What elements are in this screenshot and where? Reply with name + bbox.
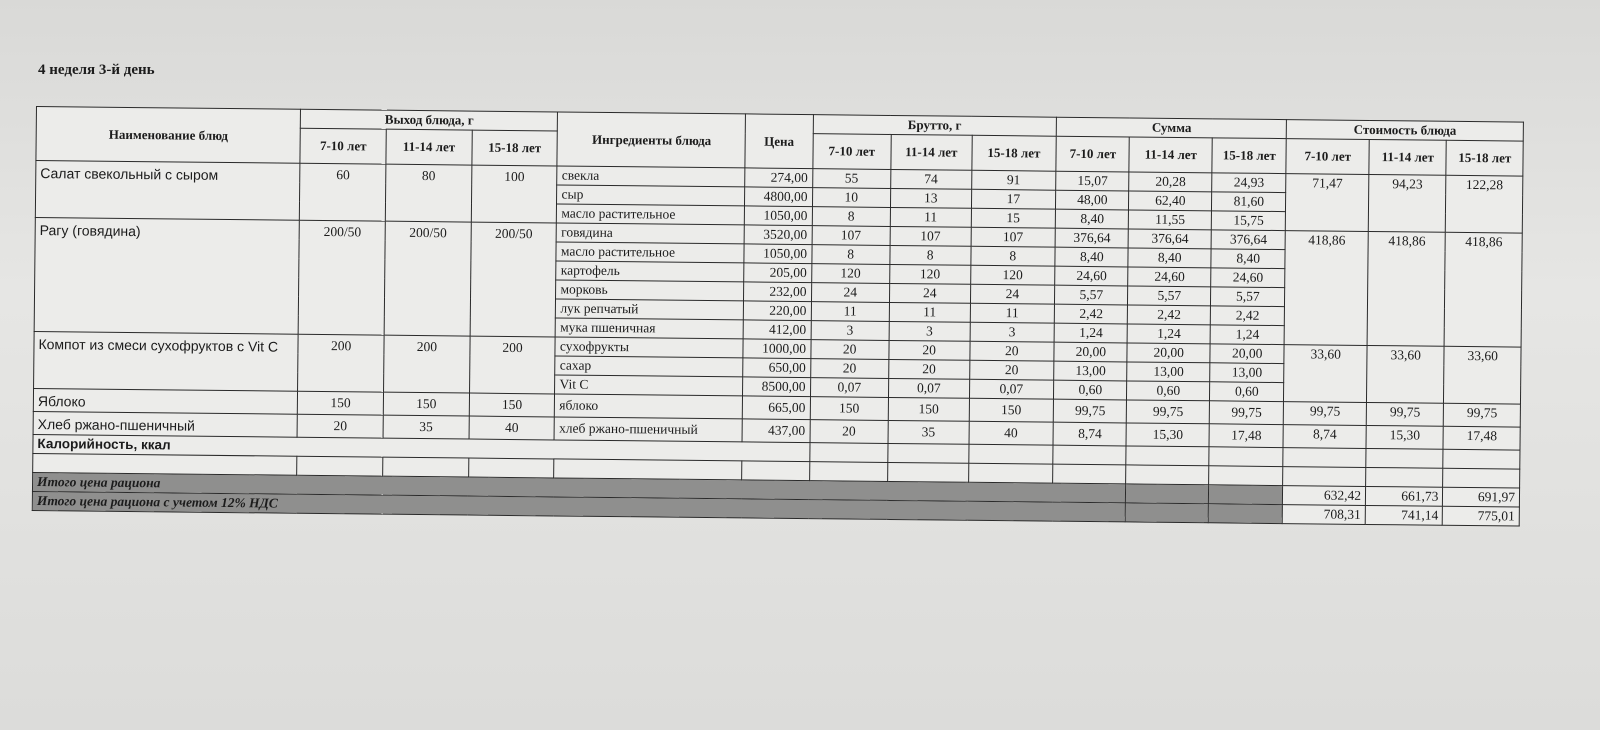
ingredient-brutto: 20 — [969, 341, 1054, 361]
total-vat-row-value: 708,31 — [1283, 505, 1366, 525]
ingredient-name: говядина — [557, 223, 745, 244]
ingredient-brutto: 120 — [811, 264, 890, 284]
ingredient-brutto: 107 — [971, 227, 1056, 247]
ingredient-name: хлеб ржано-пшеничный — [554, 417, 742, 442]
empty-cell — [1053, 464, 1127, 484]
ingredient-brutto: 24 — [970, 284, 1055, 304]
ingredient-name: сыр — [557, 185, 745, 206]
dish-yield: 40 — [469, 416, 555, 440]
empty-cell — [383, 457, 469, 477]
ingredient-brutto: 3 — [970, 322, 1055, 342]
ingredient-price: 650,00 — [743, 358, 810, 378]
ingredient-brutto: 91 — [971, 170, 1056, 190]
header-age-yield: 7-10 лет — [300, 128, 386, 164]
header-ingredients: Ингредиенты блюда — [557, 112, 745, 168]
empty-cell — [1366, 448, 1444, 468]
ingredient-sum: 20,00 — [1127, 343, 1210, 363]
ingredient-name: яблоко — [555, 394, 743, 419]
ingredient-price: 274,00 — [745, 168, 812, 188]
ingredient-brutto: 20 — [810, 340, 889, 360]
dish-name: Рагу (говядина) — [34, 217, 300, 334]
dish-yield: 35 — [383, 415, 469, 439]
empty-cell — [297, 456, 383, 476]
ingredient-price: 232,00 — [744, 282, 811, 302]
ingredient-brutto: 11 — [889, 302, 970, 322]
empty-cell — [1366, 467, 1444, 487]
ingredient-brutto: 24 — [811, 283, 890, 303]
header-age-sum: 11-14 лет — [1129, 137, 1212, 173]
ingredient-price: 220,00 — [744, 301, 811, 321]
ingredient-price: 412,00 — [743, 320, 810, 340]
ingredient-sum: 2,42 — [1210, 306, 1285, 326]
ingredient-sum: 5,57 — [1211, 287, 1286, 307]
ingredient-sum: 13,00 — [1127, 362, 1210, 382]
dish-cost: 71,47 — [1286, 174, 1369, 232]
ingredient-sum: 62,40 — [1129, 191, 1212, 211]
ingredient-brutto: 120 — [890, 264, 971, 284]
calories-label: Калорийность, ккал — [33, 434, 810, 461]
empty-cell — [809, 443, 888, 463]
ingredient-brutto: 10 — [812, 188, 891, 208]
dish-yield: 60 — [300, 163, 386, 221]
ingredient-sum: 1,24 — [1054, 323, 1128, 343]
empty-cell — [742, 461, 809, 481]
header-age-sum: 15-18 лет — [1212, 138, 1287, 174]
ingredient-price: 665,00 — [743, 396, 810, 420]
ingredient-sum: 20,00 — [1054, 342, 1128, 362]
dish-yield: 80 — [385, 164, 471, 222]
empty-cell — [888, 443, 969, 463]
dish-cost: 418,86 — [1367, 231, 1446, 346]
ingredient-brutto: 15 — [971, 208, 1056, 228]
ingredient-price: 1000,00 — [743, 339, 810, 359]
header-age-cost: 7-10 лет — [1286, 139, 1369, 175]
empty-cell — [554, 459, 742, 480]
header-age-brutto: 15-18 лет — [971, 135, 1056, 171]
empty-cell — [1126, 465, 1209, 485]
header-cost: Стоимость блюда — [1287, 120, 1524, 141]
menu-table — [32, 106, 1524, 527]
dish-cost: 33,60 — [1444, 346, 1521, 404]
dish-cost: 122,28 — [1446, 175, 1523, 233]
ingredient-sum: 2,42 — [1128, 305, 1211, 325]
ingredient-brutto: 0,07 — [888, 378, 969, 398]
header-sum: Сумма — [1056, 117, 1286, 138]
ingredient-brutto: 107 — [812, 226, 891, 246]
empty-cell — [968, 463, 1053, 483]
empty-cell — [888, 462, 969, 482]
ingredient-price: 205,00 — [744, 263, 811, 283]
ingredient-brutto: 8 — [890, 245, 971, 265]
ingredient-name: сухофрукты — [555, 337, 743, 358]
ingredient-brutto: 0,07 — [810, 378, 889, 398]
header-age-brutto: 7-10 лет — [812, 134, 891, 170]
dish-yield: 200/50 — [470, 222, 557, 337]
empty-cell — [1283, 448, 1366, 468]
header-age-yield: 15-18 лет — [472, 130, 558, 166]
empty-cell — [1443, 449, 1520, 469]
dish-cost: 33,60 — [1367, 345, 1445, 403]
total-vat-row-label: Итого цена рациона с учетом 12% НДС — [32, 491, 1126, 521]
ingredient-brutto: 20 — [969, 360, 1054, 380]
ingredient-brutto: 40 — [969, 421, 1054, 445]
ingredient-sum: 0,60 — [1210, 382, 1285, 402]
ingredient-sum: 11,55 — [1129, 210, 1212, 230]
total-row-value: 661,73 — [1365, 486, 1443, 506]
ingredient-brutto: 20 — [889, 359, 970, 379]
empty-cell — [1443, 468, 1520, 488]
dish-cost: 99,75 — [1284, 402, 1367, 426]
dish-cost: 33,60 — [1284, 345, 1367, 403]
ingredient-price: 4800,00 — [745, 187, 812, 207]
dish-cost: 99,75 — [1444, 403, 1521, 427]
ingredient-price: 3520,00 — [744, 225, 811, 245]
total-vat-row-value: 741,14 — [1365, 505, 1443, 525]
ingredient-sum: 8,40 — [1055, 247, 1129, 267]
ingredient-brutto: 150 — [810, 397, 889, 421]
ingredient-brutto: 11 — [890, 207, 971, 227]
ingredient-sum: 48,00 — [1056, 190, 1130, 210]
dish-cost: 17,48 — [1443, 426, 1520, 450]
ingredient-name: сахар — [555, 356, 743, 377]
ingredient-sum: 15,30 — [1126, 423, 1209, 447]
ingredient-brutto: 20 — [889, 340, 970, 360]
header-yield: Выход блюда, г — [301, 109, 558, 131]
empty-cell — [1126, 503, 1209, 523]
ingredient-sum: 24,60 — [1128, 267, 1211, 287]
ingredient-brutto: 8 — [811, 245, 890, 265]
ingredient-brutto: 74 — [891, 169, 972, 189]
ingredient-sum: 24,60 — [1055, 266, 1129, 286]
ingredient-sum: 8,40 — [1128, 248, 1211, 268]
ingredient-sum: 376,64 — [1129, 229, 1212, 249]
empty-cell — [468, 458, 554, 478]
header-age-yield: 11-14 лет — [386, 129, 472, 165]
ingredient-sum: 0,60 — [1127, 381, 1210, 401]
ingredient-brutto: 17 — [971, 189, 1056, 209]
ingredient-price: 437,00 — [742, 419, 809, 443]
ingredient-sum: 15,75 — [1211, 211, 1286, 231]
empty-cell — [1208, 485, 1283, 505]
ingredient-sum: 24,60 — [1211, 268, 1286, 288]
dish-name: Яблоко — [33, 388, 298, 414]
dish-cost: 99,75 — [1366, 402, 1444, 426]
ingredient-brutto: 107 — [890, 226, 971, 246]
ingredient-brutto: 20 — [810, 359, 889, 379]
ingredient-sum: 20,28 — [1129, 172, 1212, 192]
ingredient-sum: 81,60 — [1212, 192, 1287, 212]
header-age-sum: 7-10 лет — [1056, 136, 1130, 172]
ingredient-brutto: 150 — [969, 398, 1054, 422]
ingredient-sum: 99,75 — [1127, 400, 1210, 424]
header-brutto: Брутто, г — [813, 115, 1057, 137]
dish-yield: 150 — [469, 393, 555, 417]
page-title: 4 неделя 3-й день — [38, 62, 155, 78]
empty-cell — [968, 444, 1053, 464]
ingredient-brutto: 13 — [890, 188, 971, 208]
total-vat-row-value: 775,01 — [1443, 506, 1520, 526]
dish-yield: 150 — [298, 391, 384, 415]
ingredient-sum: 1,24 — [1128, 324, 1211, 344]
empty-cell — [1209, 466, 1284, 486]
dish-cost: 15,30 — [1366, 425, 1444, 449]
dish-name: Салат свекольный с сыром — [35, 161, 300, 221]
total-row-value: 691,97 — [1443, 487, 1520, 507]
header-dish-name: Наименование блюд — [36, 107, 301, 164]
ingredient-price: 1050,00 — [745, 206, 812, 226]
ingredient-sum: 8,74 — [1053, 422, 1127, 446]
ingredient-sum: 13,00 — [1054, 361, 1128, 381]
ingredient-sum: 376,64 — [1055, 228, 1129, 248]
ingredient-brutto: 11 — [811, 302, 890, 322]
empty-cell — [809, 462, 888, 482]
ingredient-brutto: 3 — [811, 321, 890, 341]
ingredient-sum: 8,40 — [1055, 209, 1129, 229]
dish-yield: 200 — [469, 336, 555, 394]
ingredient-sum: 17,48 — [1209, 424, 1284, 448]
dish-yield: 200 — [384, 335, 470, 393]
empty-cell — [1209, 447, 1284, 467]
ingredient-brutto: 24 — [889, 283, 970, 303]
ingredient-name: мука пшеничная — [556, 318, 744, 339]
empty-cell — [1126, 446, 1209, 466]
header-age-brutto: 11-14 лет — [891, 134, 972, 170]
dish-yield: 200/50 — [384, 221, 471, 336]
dish-yield: 200/50 — [298, 220, 385, 335]
ingredient-price: 8500,00 — [743, 377, 810, 397]
ingredient-sum: 24,93 — [1212, 173, 1287, 193]
dish-cost: 418,86 — [1445, 232, 1523, 347]
total-row-label: Итого цена рациона — [32, 472, 1126, 502]
header-age-cost: 11-14 лет — [1369, 139, 1447, 175]
total-row-value: 632,42 — [1283, 486, 1366, 506]
header-price: Цена — [745, 114, 813, 169]
ingredient-brutto: 120 — [970, 265, 1055, 285]
dish-yield: 100 — [471, 165, 557, 223]
ingredient-brutto: 11 — [970, 303, 1055, 323]
empty-cell — [1053, 445, 1127, 465]
ingredient-brutto: 0,07 — [969, 379, 1054, 399]
ingredient-name: морковь — [556, 280, 744, 301]
ingredient-sum: 5,57 — [1055, 285, 1129, 305]
ingredient-brutto: 8 — [970, 246, 1055, 266]
dish-name: Хлеб ржано-пшеничный — [33, 411, 298, 437]
ingredient-sum: 13,00 — [1210, 363, 1285, 383]
dish-yield: 20 — [297, 414, 383, 438]
header-age-cost: 15-18 лет — [1446, 140, 1523, 176]
ingredient-sum: 99,75 — [1053, 399, 1127, 423]
ingredient-sum: 376,64 — [1211, 230, 1286, 250]
dish-cost: 8,74 — [1283, 425, 1366, 449]
ingredient-brutto: 3 — [889, 321, 970, 341]
ingredient-name: лук репчатый — [556, 299, 744, 320]
ingredient-brutto: 35 — [888, 420, 969, 444]
ingredient-name: свекла — [557, 166, 745, 187]
dish-yield: 200 — [298, 334, 384, 392]
ingredient-sum: 2,42 — [1054, 304, 1128, 324]
ingredient-name: картофель — [556, 261, 744, 282]
dish-cost: 418,86 — [1285, 231, 1369, 346]
header-row-top — [36, 107, 1523, 142]
empty-cell — [1283, 467, 1366, 487]
ingredient-sum: 8,40 — [1211, 249, 1286, 269]
empty-cell — [1126, 484, 1209, 504]
dish-name: Компот из смеси сухофруктов с Vit C — [34, 331, 299, 391]
ingredient-brutto: 8 — [812, 207, 891, 227]
ingredient-sum: 15,07 — [1056, 171, 1130, 191]
ingredient-sum: 99,75 — [1209, 401, 1284, 425]
ingredient-sum: 1,24 — [1210, 325, 1285, 345]
ingredient-brutto: 150 — [888, 397, 969, 421]
dish-yield: 150 — [383, 392, 469, 416]
empty-cell — [1208, 504, 1283, 524]
ingredient-name: масло растительное — [557, 204, 745, 225]
ingredient-brutto: 55 — [812, 169, 891, 189]
ingredient-brutto: 20 — [810, 420, 889, 444]
ingredient-sum: 5,57 — [1128, 286, 1211, 306]
dish-cost: 94,23 — [1368, 174, 1446, 232]
ingredient-name: Vit C — [555, 375, 743, 396]
ingredient-name: масло растительное — [556, 242, 744, 263]
ingredient-price: 1050,00 — [744, 244, 811, 264]
ingredient-sum: 0,60 — [1054, 380, 1128, 400]
ingredient-sum: 20,00 — [1210, 344, 1285, 364]
